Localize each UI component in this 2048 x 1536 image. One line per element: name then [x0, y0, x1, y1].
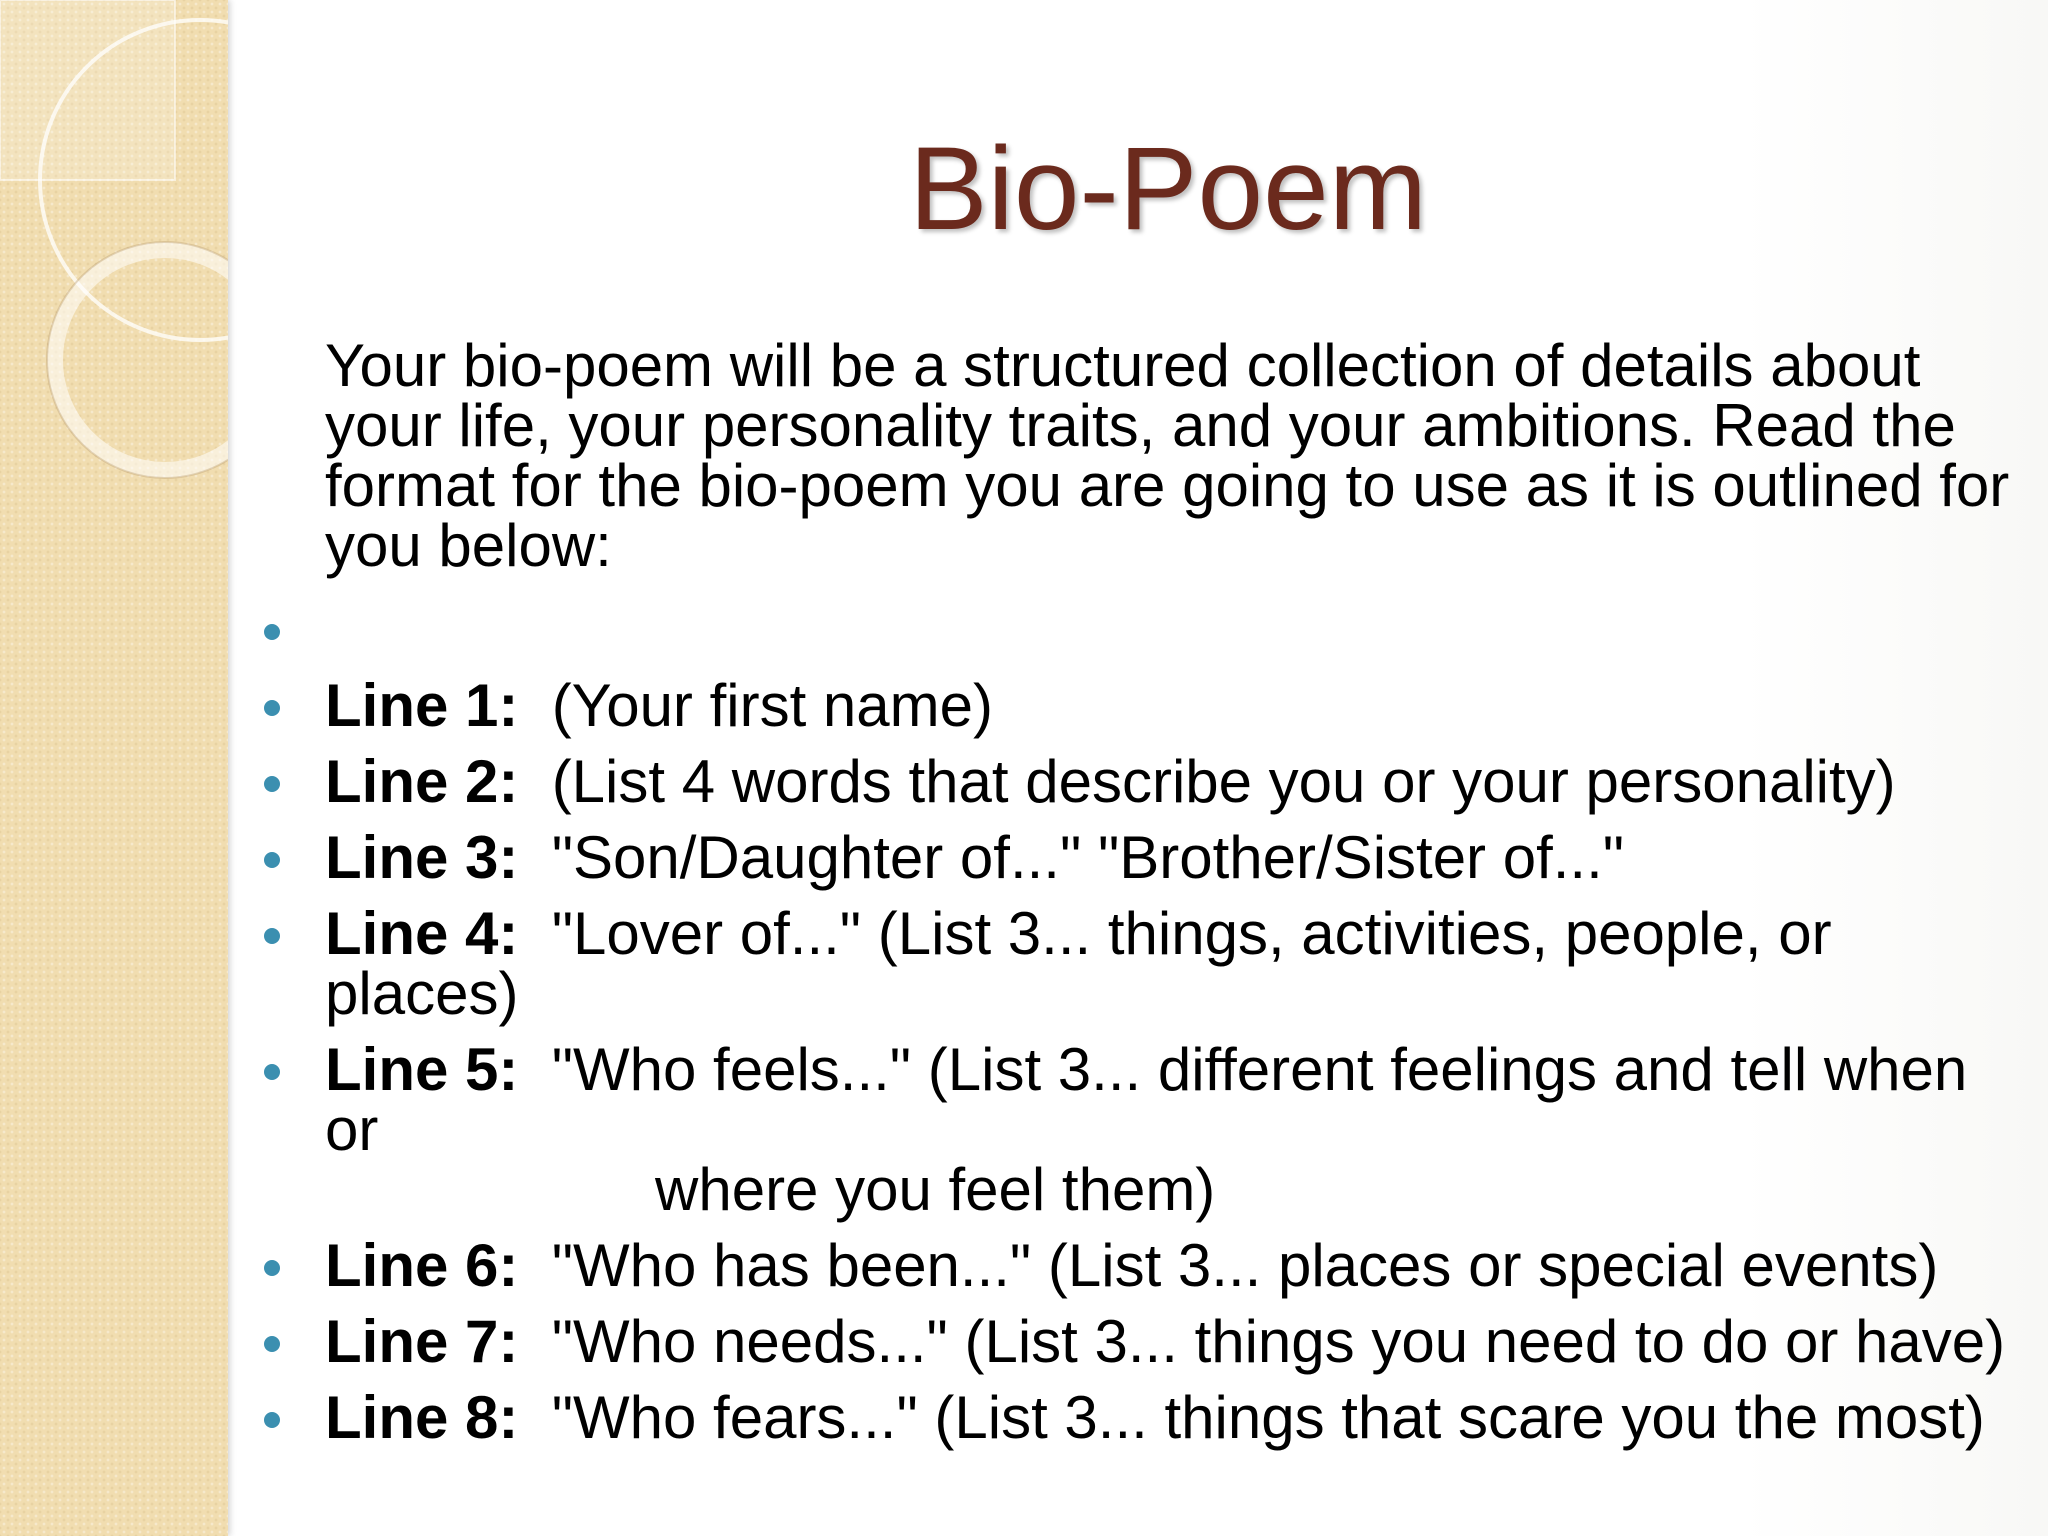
list-item-line-6	[260, 1232, 2020, 1299]
list-item-line-1	[260, 672, 2020, 739]
line-description: "Who fears..." (List 3... things that scare you the most)	[551, 1384, 1985, 1451]
list-item-line-3	[260, 824, 2020, 891]
line-description: (Your first name)	[551, 672, 993, 739]
line-label: Line 8:	[325, 1384, 519, 1451]
line-label: Line 5:	[325, 1036, 519, 1103]
line-description: (List 4 words that describe you or your personality)	[551, 748, 1896, 815]
intro-paragraph: Your bio-poem will be a structured collection of details about your life, your personality traits, and your ambitions. Read the format for the bio-poem you are going to use as it is outlined for you below:	[325, 332, 2010, 579]
empty-bullet	[260, 600, 2020, 660]
bullet-icon	[264, 1260, 280, 1276]
line-continuation: where you feel them)	[655, 1156, 1216, 1223]
decorative-sidebar	[0, 0, 228, 1536]
bullet-icon	[264, 1064, 280, 1080]
line-description: "Who needs..." (List 3... things you need to do or have)	[551, 1308, 2006, 1375]
bullet-icon	[264, 700, 280, 716]
bullet-icon	[264, 624, 280, 640]
list-item-line-7	[260, 1308, 2020, 1375]
list-item-line-2	[260, 748, 2020, 815]
line-description: "Who feels..." (List 3... different feelings and tell when or	[325, 1036, 1968, 1163]
line-label: Line 7:	[325, 1308, 519, 1375]
bullet-icon	[264, 928, 280, 944]
line-description: "Son/Daughter of..." "Brother/Sister of..."	[551, 824, 1625, 891]
line-label: Line 2:	[325, 748, 519, 815]
bullet-icon	[264, 1412, 280, 1428]
line-description: "Lover of..." (List 3... things, activities, people, or places)	[325, 900, 1832, 1027]
list-item-line-8	[260, 1384, 2020, 1451]
slide-title: Bio-Poem	[908, 123, 1428, 255]
line-label: Line 4:	[325, 900, 519, 967]
list-item-line-4	[260, 900, 2020, 1027]
line-description: "Who has been..." (List 3... places or special events)	[551, 1232, 1939, 1299]
decorative-circles-graphic	[0, 0, 228, 1536]
bullet-icon	[264, 852, 280, 868]
line-label: Line 3:	[325, 824, 519, 891]
list-item-line-5	[260, 1036, 2020, 1223]
line-label: Line 1:	[325, 672, 519, 739]
bullet-icon	[264, 1336, 280, 1352]
line-label: Line 6:	[325, 1232, 519, 1299]
bullet-icon	[264, 776, 280, 792]
bio-poem-lines-list	[260, 600, 2020, 1464]
